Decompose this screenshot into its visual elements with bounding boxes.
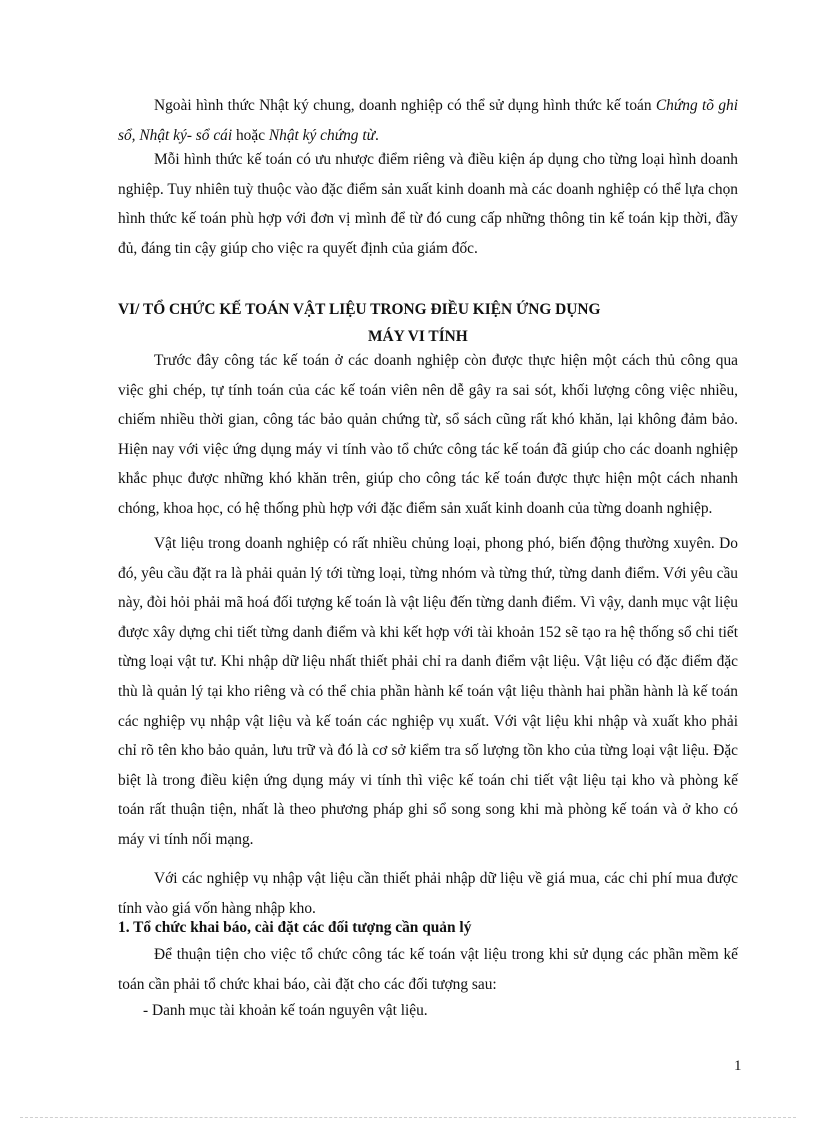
section-heading-1: 1. Tổ chức khai báo, cài đặt các đối tượng cần quản lý: [118, 919, 472, 936]
bullet-item: - Danh mục tài khoản kế toán nguyên vật liệu.: [143, 1002, 428, 1019]
page-bottom-divider: [20, 1117, 796, 1118]
paragraph-1-italic-a: Chứng tõ ghi sổ, Nhật ký- sổ cái: [118, 97, 738, 144]
paragraph-1-text-c: .: [375, 126, 379, 144]
section-heading-vi-line-1: VI/ TỔ CHỨC KẾ TOÁN VẬT LIỆU TRONG ĐIỀU KIỆN ỨNG DỤNG: [118, 301, 601, 318]
paragraph-4: Vật liệu trong doanh nghiệp có rất nhiều chủng loại, phong phó, biến động thường xuyên. Do đó, yêu cầu đặt ra là phải quản lý tới từng loại, từng nhóm và từng thứ, từng danh điểm. Với yêu cầu này, đòi hỏi phải mã hoá đối tượng kế toán là vật liệu đến từng danh điểm. Vì vậy, danh mục vật liệu được xây dựng chi tiết từng danh điểm và khi kết hợp với tài khoản 152 sẽ tạo ra hệ thống sổ chi tiết từng loại vật tư. Khi nhập dữ liệu nhất thiết phải chỉ ra danh điểm vật liệu. Vật liệu có đặc điểm đặc thù là quản lý tại kho riêng và có thể chia phần hành kế toán vật liệu thành hai phần hành là kế toán các nghiệp vụ nhập vật liệu và kế toán các nghiệp vụ xuất. Với vật liệu khi nhập và xuất kho phải chỉ rõ tên kho bảo quản, lưu trữ và đó là cơ sở kiểm tra số lượng tồn kho của từng loại vật liệu. Đặc biệt là trong điều kiện ứng dụng máy vi tính thì việc kế toán chi tiết vật liệu tại kho và phòng kế toán rất thuận tiện, nhất là theo phương pháp ghi sổ song song khi mà phòng kế toán và ở kho có máy vi tính nối mạng.: [118, 535, 738, 848]
page-number: 1: [734, 1058, 742, 1074]
paragraph-3: Trước đây công tác kế toán ở các doanh nghiệp còn được thực hiện một cách thủ công qua việc ghi chép, tự tính toán của các kế toán viên nên dễ gây ra sai sót, khối lượng công việc nhiều, chiếm nhiều thời gian, công tác bảo quản chứng từ, sổ sách cũng rất khó khăn, lại không đảm bảo. Hiện nay với việc ứng dụng máy vi tính vào tổ chức công tác kế toán đã giúp cho các doanh nghiệp khắc phục được những khó khăn trên, giúp cho công tác kế toán được thực hiện một cách nhanh chóng, khoa học, có hệ thống phù hợp với đặc điểm sản xuất kinh doanh của từng doanh nghiệp.: [118, 352, 738, 517]
paragraph-1-italic-b: Nhật ký chứng từ: [268, 126, 376, 144]
paragraph-1-text-a: Ngoài hình thức Nhật ký chung, doanh nghiệp có thể sử dụng hình thức kế toán: [154, 97, 656, 114]
section-heading-vi-line-2: MÁY VI TÍNH: [368, 328, 468, 345]
paragraph-1-text-b: hoặc: [232, 126, 269, 144]
paragraph-5: Với các nghiệp vụ nhập vật liệu cần thiết phải nhập dữ liệu về giá mua, các chi phí mua được tính vào giá vốn hàng nhập kho.: [118, 870, 738, 917]
paragraph-2: Mỗi hình thức kế toán có ưu nhược điểm riêng và điều kiện áp dụng cho từng loại hình doanh nghiệp. Tuy nhiên tuỳ thuộc vào đặc điểm sản xuất kinh doanh mà các doanh nghiệp có thể lựa chọn hình thức kế toán phù hợp với đơn vị mình để từ đó cung cấp những thông tin kế toán kịp thời, đầy đủ, đáng tin cậy giúp cho việc ra quyết định của giám đốc.: [118, 151, 738, 257]
paragraph-1: [118, 91, 738, 150]
paragraph-6: Để thuận tiện cho việc tổ chức công tác kế toán vật liệu trong khi sử dụng các phần mềm kế toán cần phải tổ chức khai báo, cài đặt cho các đối tượng sau:: [118, 946, 738, 993]
